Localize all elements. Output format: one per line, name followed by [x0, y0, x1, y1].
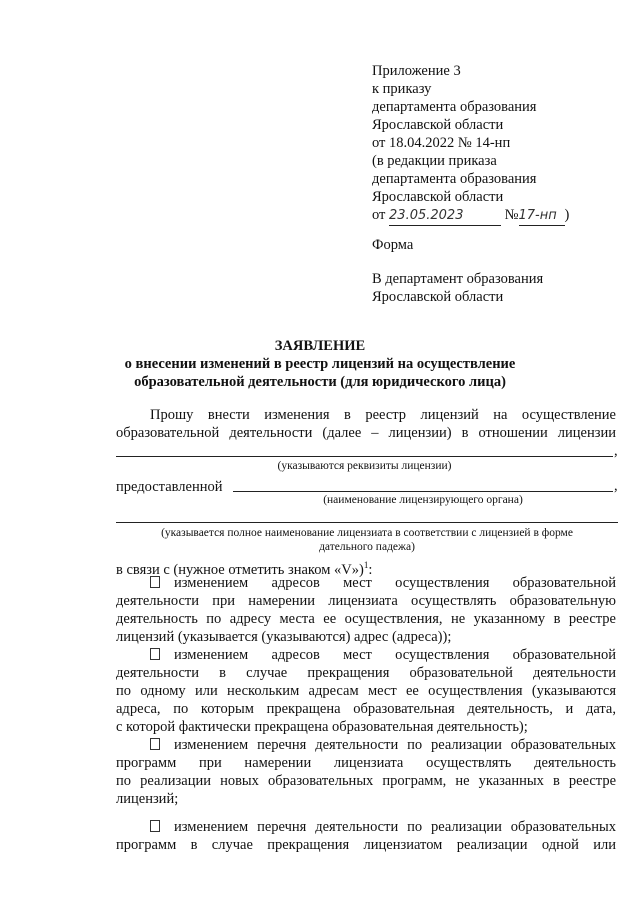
option-line: по одному или нескольким адресам мест ее осуществления (указываются [116, 683, 616, 699]
option-line: деятельности в случае прекращения образовательной деятельности [116, 665, 616, 681]
licensing-organ-hint: (наименование лицензирующего органа) [323, 494, 523, 506]
option-line: изменением перечня деятельности по реализации образовательных [150, 736, 616, 754]
option-checkbox[interactable] [150, 576, 160, 588]
licensee-name-hint: (указывается полное наименование лицензиата в соответствии с лицензией в форме [161, 527, 573, 539]
intro-line: образовательной деятельности (далее – лицензии) в отношении лицензии [116, 425, 616, 441]
ot-label: от [372, 207, 386, 223]
form-label: Форма [372, 237, 414, 253]
option-line: с которой фактически прекращена образовательная деятельность); [116, 719, 528, 735]
option-line: лицензий (указывается (указываются) адрес (адреса)); [116, 629, 452, 645]
option-line: деятельность по адресу места ее осуществления, не указанному в реестре [116, 611, 616, 627]
option-checkbox[interactable] [150, 648, 160, 660]
option-line: изменением перечня деятельности по реализации образовательных [150, 818, 616, 836]
in-connection-text: в связи с (нужное отметить знаком «V») [116, 561, 364, 578]
field-comma: , [614, 443, 618, 459]
addressee-line: Ярославской области [372, 289, 504, 305]
header-line: Ярославской области [372, 117, 504, 133]
license-details-hint: (указываются реквизиты лицензии) [277, 460, 452, 472]
provided-label: предоставленной [116, 479, 223, 495]
handwritten-number: 17-нп [519, 207, 565, 226]
colon: : [368, 561, 373, 578]
header-line: департамента образования [372, 99, 537, 115]
close-paren: ) [564, 207, 570, 223]
licensee-name-hint: дательного падежа) [319, 541, 415, 553]
footnote-mark: 1 [363, 560, 369, 570]
amendment-line [372, 206, 569, 226]
header-line: от 18.04.2022 № 14-нп [372, 135, 511, 151]
option-line: лицензий; [116, 791, 179, 807]
option-line: адреса, по которым прекращена образовательная деятельность, и дата, [116, 701, 616, 717]
header-line: (в редакции приказа [372, 153, 497, 169]
option-line: программ при намерении лицензиата осуществлять деятельность [116, 755, 616, 771]
field-comma: , [614, 478, 618, 494]
header-line: Ярославской области [372, 189, 504, 205]
intro-line: Прошу внести изменения в реестр лицензий на осуществление [150, 407, 616, 423]
option-line: программ в случае прекращения лицензиатом реализации одной или [116, 837, 616, 853]
header-line: департамента образования [372, 171, 537, 187]
option-line: по реализации новых образовательных программ, не указанных в реестре [116, 773, 616, 789]
option-line: изменением адресов мест осуществления образовательной [150, 646, 616, 664]
document-subtitle: образовательной деятельности (для юридического лица) [134, 374, 506, 390]
document-title: ЗАЯВЛЕНИЕ [274, 338, 366, 354]
option-checkbox[interactable] [150, 738, 160, 750]
header-line: Приложение 3 [372, 63, 461, 79]
number-sign: № [504, 207, 519, 223]
addressee-line: В департамент образования [372, 271, 544, 287]
option-line: изменением адресов мест осуществления образовательной [150, 574, 616, 592]
header-line: к приказу [372, 81, 432, 97]
licensee-name-field [116, 522, 618, 523]
handwritten-date: 23.05.2023 [389, 207, 501, 226]
option-checkbox[interactable] [150, 820, 160, 832]
option-line: деятельности при намерении лицензиата осуществлять образовательную [116, 593, 616, 609]
document-subtitle: о внесении изменений в реестр лицензий на осуществление [124, 356, 516, 372]
license-details-field [116, 456, 613, 457]
licensing-organ-field [233, 491, 613, 492]
